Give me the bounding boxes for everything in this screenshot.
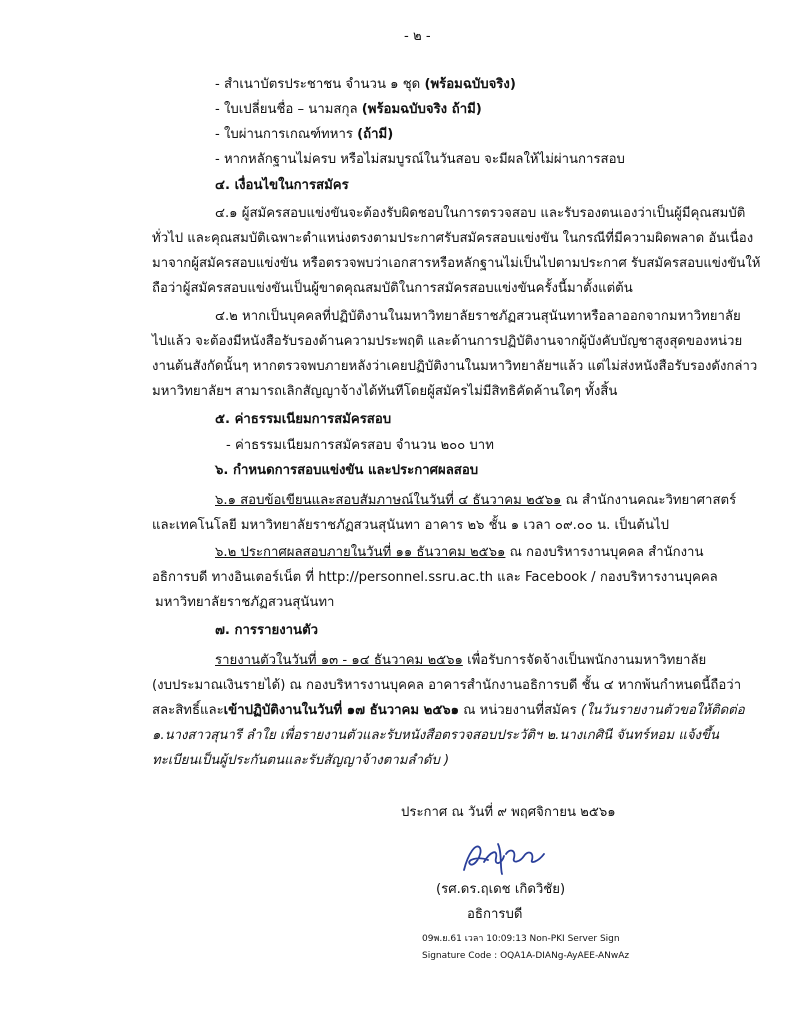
section-6-heading: ๖. กำหนดการสอบแข่งขัน และประกาศผลสอบ [215, 463, 479, 478]
s7-line3: สละสิทธิ์และเข้าปฏิบัติงานในวันที่ ๑๗ ธันวาคม ๒๕๖๑ ณ หน่วยงานที่สมัคร (ในวันรายงานตัวขอให้ติดต่อ [152, 703, 745, 718]
s6-p2-line2: อธิการบดี ทางอินเตอร์เน็ต ที่ http://personnel.ssru.ac.th และ Facebook / กองบริหารงานบุคคล [152, 570, 718, 585]
s4-p2-line4: มหาวิทยาลัยฯ สามารถเลิกสัญญาจ้างได้ทันทีโดยผู้สมัครไม่มีสิทธิคัดค้านใดๆ ทั้งสิ้น [152, 384, 618, 399]
server-sign-stamp: 09พ.ย.61 เวลา 10:09:13 Non-PKI Server Sign [422, 934, 620, 944]
s6-p2-line3: มหาวิทยาลัยราชภัฏสวนสุนันทา [155, 595, 335, 610]
s6-p1-line1: ๖.๑ สอบข้อเขียนและสอบสัมภาษณ์ในวันที่ ๔ ธันวาคม ๒๕๖๑ ณ สำนักงานคณะวิทยาศาสตร์ [215, 493, 737, 508]
s6-p2-line1: ๖.๒ ประกาศผลสอบภายในวันที่ ๑๑ ธันวาคม ๒๕๖๑ ณ กองบริหารงานบุคคล สำนักงาน [215, 545, 704, 560]
announcement-date: ประกาศ ณ วันที่ ๙ พฤศจิกายน ๒๕๖๑ [401, 805, 616, 820]
s5-fee-line: - ค่าธรรมเนียมการสมัครสอบ จำนวน ๒๐๐ บาท [226, 438, 494, 453]
signer-name: (รศ.ดร.ฤเดช เกิดวิชัย) [436, 882, 566, 897]
signature-image [458, 834, 558, 882]
s6-p1-line2: และเทคโนโลยี มหาวิทยาลัยราชภัฏสวนสุนันทา อาคาร ๒๖ ชั้น ๑ เวลา ๐๙.๐๐ น. เป็นต้นไป [152, 518, 669, 533]
section-4-heading: ๔. เงื่อนไขในการสมัคร [215, 178, 349, 193]
doc-item-name-change: - ใบเปลี่ยนชื่อ – นามสกุล (พร้อมฉบับจริง ถ้ามี) [215, 102, 482, 117]
s7-line4: ๑.นางสาวสุนารี ลำใย เพื่อรายงานตัวและรับหนังสือตรวจสอบประวัติฯ ๒.นางเกศินี จันทร์หอม แจ้งขึ้น [152, 728, 720, 743]
doc-item-note: - หากหลักฐานไม่ครบ หรือไม่สมบูรณ์ในวันสอบ จะมีผลให้ไม่ผ่านการสอบ [215, 152, 625, 167]
signature-code: Signature Code : OQA1A-DIANg-AyAEE-ANwAz [422, 951, 630, 961]
s4-p2-line2: ไปแล้ว จะต้องมีหนังสือรับรองด้านความประพฤติ และด้านการปฏิบัติงานจากผู้บังคับบัญชาสูงสุดของหน่วย [152, 334, 743, 349]
section-5-heading: ๕. ค่าธรรมเนียมการสมัครสอบ [215, 412, 392, 427]
section-7-heading: ๗. การรายงานตัว [215, 623, 319, 638]
s4-p1-line3: มาจากผู้สมัครสอบแข่งขัน หรือตรวจพบว่าเอกสารหรือหลักฐานไม่เป็นไปตามประกาศ รับสมัครสอบแข่งขันให้ [152, 256, 761, 271]
s7-line1: รายงานตัวในวันที่ ๑๓ - ๑๔ ธันวาคม ๒๕๖๑ เพื่อรับการจัดจ้างเป็นพนักงานมหาวิทยาลัย [215, 653, 707, 668]
s4-p1-line4: ถือว่าผู้สมัครสอบแข่งขันเป็นผู้ขาดคุณสมบัติในการสมัครสอบแข่งขันครั้งนี้มาตั้งแต่ต้น [152, 281, 633, 296]
doc-item-military: - ใบผ่านการเกณฑ์ทหาร (ถ้ามี) [215, 127, 394, 142]
s4-p2-line3: งานต้นสังกัดนั้นๆ หากตรวจพบภายหลังว่าเคยปฏิบัติงานในมหาวิทยาลัยฯแล้ว แต่ไม่ส่งหนังสือรับรองดังกล่าว [152, 359, 758, 374]
page-number: - ๒ - [404, 29, 431, 44]
s4-p1-line2: ทั่วไป และคุณสมบัติเฉพาะตำแหน่งตรงตามประกาศรับสมัครสอบแข่งขัน ในกรณีที่มีความผิดพลาด อันเนื่อง [152, 231, 754, 246]
doc-item-id-card: - สำเนาบัตรประชาชน จำนวน ๑ ชุด (พร้อมฉบับจริง) [215, 77, 516, 92]
s4-p2-line1: ๔.๒ หากเป็นบุคคลที่ปฏิบัติงานในมหาวิทยาลัยราชภัฏสวนสุนันทาหรือลาออกจากมหาวิทยาลัย [215, 309, 741, 324]
s7-line2: (งบประมาณเงินรายได้) ณ กองบริหารงานบุคคล อาคารสำนักงานอธิการบดี ชั้น ๔ หากพ้นกำหนดนี้ถือว่า [152, 678, 742, 693]
signer-position: อธิการบดี [467, 907, 523, 922]
s7-line5: ทะเบียนเป็นผู้ประกันตนและรับสัญญาจ้างตามลำดับ ) [152, 753, 450, 768]
s4-p1-line1: ๔.๑ ผู้สมัครสอบแข่งขันจะต้องรับผิดชอบในการตรวจสอบ และรับรองตนเองว่าเป็นผู้มีคุณสมบัติ [215, 206, 746, 221]
